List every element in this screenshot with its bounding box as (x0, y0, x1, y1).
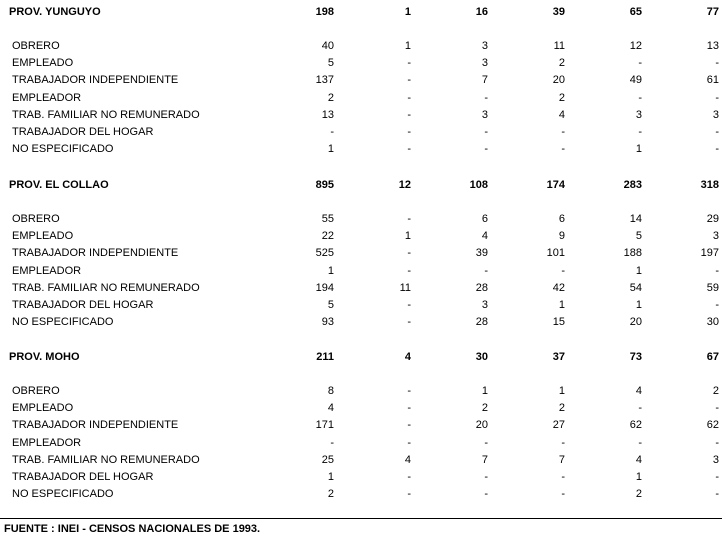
table-cell: - (561, 126, 565, 138)
table-cell: 137 (315, 74, 334, 87)
table-cell: 29 (706, 213, 719, 225)
table-cell: 25 (321, 453, 334, 466)
section-total-cell: 4 (404, 351, 411, 363)
table-cell: 5 (327, 57, 334, 70)
table-cell: 1 (327, 143, 334, 156)
table-cell: 1 (558, 385, 565, 397)
source-footnote: FUENTE : INEI - CENSOS NACIONALES DE 1993. (4, 523, 261, 535)
table-cell: - (715, 436, 719, 449)
table-cell: 3 (712, 108, 719, 121)
table-cell: 3 (712, 453, 719, 466)
table-cell: 28 (475, 281, 488, 294)
table-cell: - (638, 91, 642, 104)
table-cell: - (715, 488, 719, 501)
table-cell: 4 (327, 402, 334, 415)
table-cell: 6 (481, 213, 488, 225)
table-cell: 2 (635, 488, 642, 501)
table-cell: 188 (623, 247, 642, 260)
row-label: TRAB. FAMILIAR NO REMUNERADO (12, 108, 200, 121)
footer-divider (0, 518, 722, 519)
table-cell: 1 (404, 230, 411, 243)
table-row (0, 246, 722, 260)
section-total-cell: 65 (629, 6, 642, 18)
table-cell: 14 (629, 213, 642, 225)
table-cell: 3 (635, 108, 642, 121)
table-cell: 61 (706, 74, 719, 87)
table-row (0, 73, 722, 87)
table-cell: 1 (481, 385, 488, 397)
table-cell: - (407, 126, 411, 138)
table-cell: 3 (712, 230, 719, 243)
table-cell: - (484, 471, 488, 483)
table-row (0, 229, 722, 243)
table-cell: 7 (481, 74, 488, 87)
table-cell: 2 (558, 91, 565, 104)
row-label: NO ESPECIFICADO (12, 488, 114, 501)
table-cell: 1 (635, 264, 642, 277)
table-cell: - (561, 436, 565, 449)
table-row (0, 436, 722, 450)
table-cell: 2 (327, 488, 334, 501)
section-total-cell: 16 (475, 6, 488, 18)
table-cell: 62 (629, 419, 642, 432)
row-label: NO ESPECIFICADO (12, 316, 114, 329)
table-cell: 9 (558, 230, 565, 243)
row-label: TRABAJADOR DEL HOGAR (12, 299, 154, 311)
table-cell: 28 (475, 316, 488, 329)
section-title: PROV. EL COLLAO (9, 179, 109, 191)
row-label: TRAB. FAMILIAR NO REMUNERADO (12, 281, 200, 294)
table-cell: 7 (558, 453, 565, 466)
table-cell: - (561, 488, 565, 501)
table-row (0, 108, 722, 122)
section-total-cell: 211 (316, 351, 334, 363)
table-cell: - (638, 57, 642, 70)
table-cell: - (484, 126, 488, 138)
table-cell: 1 (635, 299, 642, 311)
table-cell: - (484, 264, 488, 277)
table-cell: - (484, 488, 488, 501)
table-cell: 197 (700, 247, 719, 260)
table-cell: 5 (635, 230, 642, 243)
table-cell: 6 (558, 213, 565, 225)
table-cell: - (561, 471, 565, 483)
row-label: TRABAJADOR INDEPENDIENTE (12, 74, 179, 87)
section-total-cell: 174 (546, 179, 565, 191)
table-cell: - (715, 57, 719, 70)
section-total-cell: 895 (315, 179, 334, 191)
table-row (0, 315, 722, 329)
table-row (0, 39, 722, 53)
table-cell: - (407, 143, 411, 156)
table-row (0, 56, 722, 70)
row-label: TRABAJADOR DEL HOGAR (12, 471, 154, 483)
table-cell: - (407, 316, 411, 329)
section-total-cell: 1 (404, 6, 411, 18)
section-total-cell: 318 (700, 179, 719, 191)
table-cell: 1 (558, 299, 565, 311)
table-cell: - (484, 143, 488, 156)
table-cell: 15 (552, 316, 565, 329)
table-cell: 39 (475, 247, 488, 260)
table-cell: 4 (558, 108, 565, 121)
table-cell: 2 (558, 402, 565, 415)
table-cell: - (484, 436, 488, 449)
table-cell: - (407, 57, 411, 70)
row-label: TRABAJADOR INDEPENDIENTE (12, 247, 179, 260)
row-label: OBRERO (12, 385, 60, 397)
table-cell: 20 (475, 419, 488, 432)
table-cell: - (407, 436, 411, 449)
table-row (0, 264, 722, 278)
row-label: EMPLEADO (12, 57, 74, 70)
table-cell: 20 (552, 74, 565, 87)
table-row (0, 298, 722, 312)
row-label: TRABAJADOR DEL HOGAR (12, 126, 154, 138)
table-cell: - (407, 247, 411, 260)
table-cell: 4 (635, 385, 642, 397)
table-cell: - (561, 143, 565, 156)
table-cell: 30 (706, 316, 719, 329)
table-cell: 525 (315, 247, 334, 260)
table-row (0, 91, 722, 105)
table-cell: 93 (321, 316, 334, 329)
row-label: TRABAJADOR INDEPENDIENTE (12, 419, 179, 432)
table-cell: 40 (321, 40, 334, 52)
table-cell: - (407, 385, 411, 397)
table-cell: 4 (404, 453, 411, 466)
table-cell: 1 (635, 471, 642, 483)
table-row (0, 125, 722, 139)
section-total-cell: 283 (623, 179, 642, 191)
table-cell: - (484, 91, 488, 104)
section-total-cell: 77 (706, 6, 719, 18)
table-cell: 3 (481, 299, 488, 311)
table-cell: - (638, 402, 642, 415)
table-cell: 4 (635, 453, 642, 466)
table-cell: 101 (546, 247, 565, 260)
table-cell: 59 (706, 281, 719, 294)
section-total-cell: 37 (552, 351, 565, 363)
table-row (0, 418, 722, 432)
table-cell: - (561, 264, 565, 277)
table-cell: 4 (481, 230, 488, 243)
table-cell: - (715, 91, 719, 104)
table-cell: - (407, 419, 411, 432)
row-label: EMPLEADO (12, 402, 74, 415)
table-cell: - (407, 213, 411, 225)
table-cell: - (638, 436, 642, 449)
table-row (0, 401, 722, 415)
table-cell: - (407, 74, 411, 87)
table-cell: 42 (552, 281, 565, 294)
table-row (0, 453, 722, 467)
table-row (0, 384, 722, 398)
table-cell: - (715, 126, 719, 138)
table-row (0, 212, 722, 226)
table-cell: 55 (321, 213, 334, 225)
table-cell: 2 (327, 91, 334, 104)
table-cell: 1 (327, 264, 334, 277)
section-total-cell: 67 (706, 351, 719, 363)
table-cell: 1 (404, 40, 411, 52)
table-cell: 11 (399, 281, 411, 294)
section-title: PROV. YUNGUYO (9, 6, 101, 18)
table-cell: 5 (327, 299, 334, 311)
table-cell: - (715, 264, 719, 277)
table-cell: 20 (629, 316, 642, 329)
row-label: EMPLEADOR (12, 264, 82, 277)
section-header (0, 350, 722, 364)
table-cell: 11 (553, 40, 565, 52)
table-cell: - (407, 108, 411, 121)
section-total-cell: 73 (629, 351, 642, 363)
table-cell: 12 (629, 40, 642, 52)
row-label: NO ESPECIFICADO (12, 143, 114, 156)
table-cell: 13 (706, 40, 719, 52)
table-cell: 8 (327, 385, 334, 397)
table-cell: - (407, 299, 411, 311)
table-cell: 27 (552, 419, 565, 432)
table-cell: 194 (315, 281, 334, 294)
table-row (0, 487, 722, 501)
section-total-cell: 30 (475, 351, 488, 363)
table-cell: 2 (558, 57, 565, 70)
table-cell: - (715, 402, 719, 415)
table-cell: - (407, 402, 411, 415)
table-cell: 1 (635, 143, 642, 156)
table-cell: 3 (481, 108, 488, 121)
row-label: EMPLEADOR (12, 91, 82, 104)
table-cell: 22 (321, 230, 334, 243)
table-cell: - (638, 126, 642, 138)
row-label: OBRERO (12, 213, 60, 225)
table-row (0, 142, 722, 156)
row-label: TRAB. FAMILIAR NO REMUNERADO (12, 453, 200, 466)
table-cell: 7 (481, 453, 488, 466)
row-label: OBRERO (12, 40, 60, 52)
row-label: EMPLEADOR (12, 436, 82, 449)
section-title: PROV. MOHO (9, 351, 80, 363)
table-cell: 3 (481, 57, 488, 70)
table-cell: 2 (481, 402, 488, 415)
table-cell: 2 (712, 385, 719, 397)
table-cell: 54 (629, 281, 642, 294)
table-cell: - (715, 299, 719, 311)
table-row (0, 470, 722, 484)
table-cell: - (330, 126, 334, 138)
table-cell: 3 (481, 40, 488, 52)
table-cell: - (407, 91, 411, 104)
table-cell: - (715, 471, 719, 483)
section-header (0, 178, 722, 192)
table-cell: 1 (327, 471, 334, 483)
table-cell: - (407, 488, 411, 501)
table-cell: 62 (706, 419, 719, 432)
section-total-cell: 198 (315, 6, 334, 18)
table-cell: - (407, 264, 411, 277)
table-cell: - (407, 471, 411, 483)
row-label: EMPLEADO (12, 230, 74, 243)
section-header (0, 5, 722, 19)
section-total-cell: 39 (552, 6, 565, 18)
table-cell: 49 (629, 74, 642, 87)
table-cell: 171 (315, 419, 334, 432)
section-total-cell: 12 (398, 179, 411, 191)
table-cell: - (330, 436, 334, 449)
table-cell: 13 (321, 108, 334, 121)
table-row (0, 281, 722, 295)
section-total-cell: 108 (469, 179, 488, 191)
table-cell: - (715, 143, 719, 156)
